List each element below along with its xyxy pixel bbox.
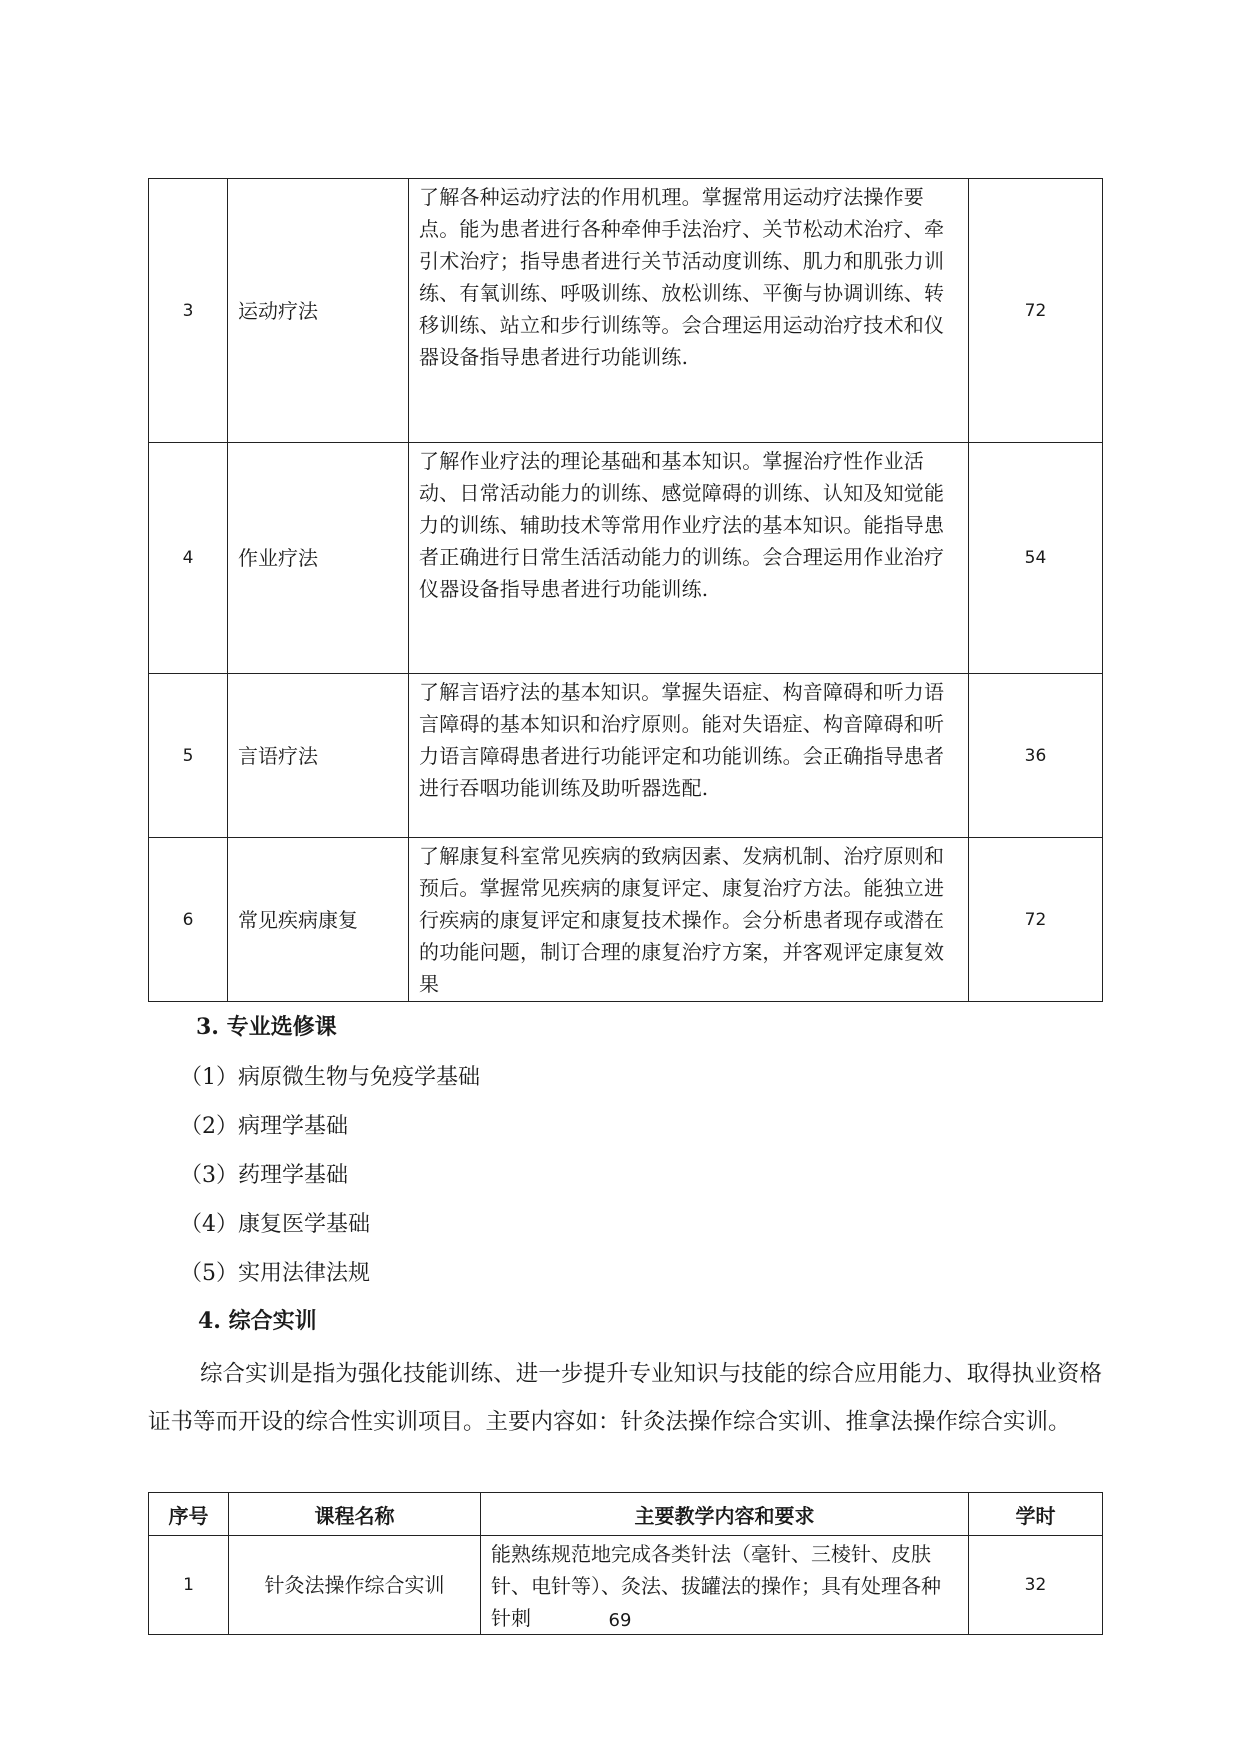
course-name: 针灸法操作综合实训	[229, 1536, 481, 1635]
course-name: 作业疗法	[228, 443, 409, 674]
header-content: 主要教学内容和要求	[481, 1493, 969, 1536]
course-name: 运动疗法	[228, 179, 409, 443]
table-row	[149, 179, 1103, 443]
row-number: 4	[149, 443, 228, 674]
elective-item: （5）实用法律法规	[180, 1261, 370, 1286]
table-header-row	[149, 1493, 1103, 1536]
elective-item: （1）病原微生物与免疫学基础	[180, 1065, 480, 1090]
page-number: 69	[608, 1610, 632, 1631]
course-hours: 36	[969, 674, 1103, 838]
section-heading-electives: 3. 专业选修课	[196, 1014, 337, 1040]
row-number: 1	[149, 1536, 229, 1635]
section-heading-training: 4. 综合实训	[198, 1308, 317, 1334]
course-content: 了解作业疗法的理论基础和基本知识。掌握治疗性作业活动、日常活动能力的训练、感觉障碍的训练、认知及知觉能力的训练、辅助技术等常用作业疗法的基本知识。能指导患者正确进行日常生活活动能力的训练。会合理运用作业治疗仪器设备指导患者进行功能训练.	[409, 443, 969, 674]
course-hours: 32	[969, 1536, 1103, 1635]
table-row	[149, 674, 1103, 838]
course-name: 言语疗法	[228, 674, 409, 838]
course-hours: 54	[969, 443, 1103, 674]
header-hours: 学时	[969, 1493, 1103, 1536]
elective-item: （4）康复医学基础	[180, 1212, 370, 1237]
training-paragraph: 综合实训是指为强化技能训练、进一步提升专业知识与技能的综合应用能力、取得执业资格证书等而开设的综合性实训项目。主要内容如：针灸法操作综合实训、推拿法操作综合实训。	[148, 1361, 1102, 1435]
row-number: 6	[149, 838, 228, 1002]
course-hours: 72	[969, 838, 1103, 1002]
header-course-name: 课程名称	[229, 1493, 481, 1536]
table-row	[149, 443, 1103, 674]
elective-item: （2）病理学基础	[180, 1114, 348, 1139]
course-content: 了解康复科室常见疾病的致病因素、发病机制、治疗原则和预后。掌握常见疾病的康复评定、康复治疗方法。能独立进行疾病的康复评定和康复技术操作。会分析患者现存或潜在的功能问题，制订合理的康复治疗方案，并客观评定康复效果	[409, 838, 969, 1002]
course-name: 常见疾病康复	[228, 838, 409, 1002]
course-hours: 72	[969, 179, 1103, 443]
elective-item: （3）药理学基础	[180, 1163, 348, 1188]
row-number: 3	[149, 179, 228, 443]
row-number: 5	[149, 674, 228, 838]
table-row	[149, 838, 1103, 1002]
course-content: 了解言语疗法的基本知识。掌握失语症、构音障碍和听力语言障碍的基本知识和治疗原则。能对失语症、构音障碍和听力语言障碍患者进行功能评定和功能训练。会正确指导患者进行吞咽功能训练及助听器选配.	[409, 674, 969, 838]
course-content: 了解各种运动疗法的作用机理。掌握常用运动疗法操作要点。能为患者进行各种牵伸手法治疗、关节松动术治疗、牵引术治疗；指导患者进行关节活动度训练、肌力和肌张力训练、有氧训练、呼吸训练、放松训练、平衡与协调训练、转移训练、站立和步行训练等。会合理运用运动治疗技术和仪器设备指导患者进行功能训练.	[409, 179, 969, 443]
course-content: 能熟练规范地完成各类针法（毫针、三棱针、皮肤针、电针等）、灸法、拔罐法的操作；具有处理各种针刺	[481, 1536, 969, 1635]
header-number: 序号	[149, 1493, 229, 1536]
course-table-1	[148, 178, 1103, 1002]
